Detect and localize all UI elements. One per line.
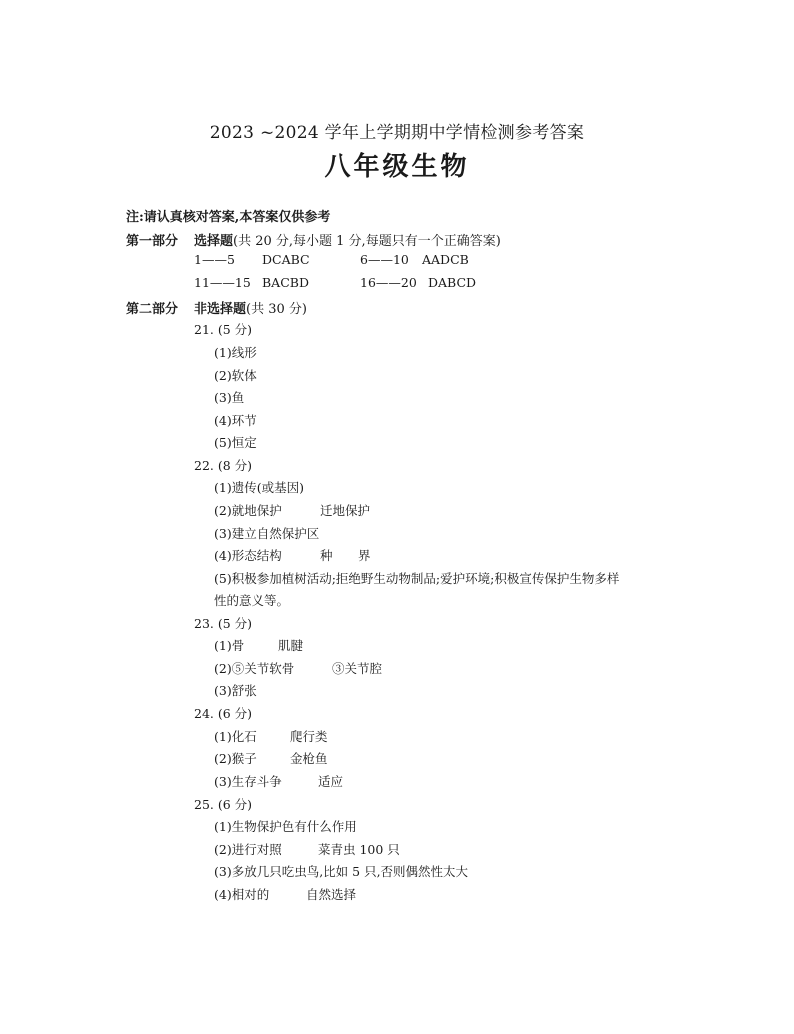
answer-21-5: (5)恒定 (214, 435, 257, 450)
answer-25-1: (1)生物保护色有什么作用 (214, 819, 357, 834)
question-25-head: 25. (6 分) (194, 797, 253, 812)
part1-detail: (共 20 分,每小题 1 分,每题只有一个正确答案) (233, 234, 501, 249)
question-23-head: 23. (5 分) (194, 616, 253, 631)
answer-22-4b: 种 (320, 548, 333, 563)
answer-21-4: (4)环节 (214, 413, 257, 428)
answer-22-5: (5)积极参加植树活动;拒绝野生动物制品;爱护环境;积极宣传保护生物多样 (214, 571, 620, 586)
mc-range-4: 16——20 (360, 275, 417, 290)
answer-25-4b: 自然选择 (306, 887, 357, 902)
answer-24-3b: 适应 (318, 774, 344, 789)
mc-range-1: 1——5 (194, 252, 235, 267)
answer-24-1: (1)化石 (214, 729, 257, 744)
answer-24-1b: 爬行类 (290, 729, 328, 744)
answer-21-3: (3)鱼 (214, 390, 245, 405)
answer-24-3: (3)生存斗争 (214, 774, 282, 789)
answer-21-2: (2)软体 (214, 368, 257, 383)
answer-23-2: (2)⑤关节软骨 (214, 661, 295, 676)
answer-22-3: (3)建立自然保护区 (214, 526, 320, 541)
answer-25-2b: 菜青虫 100 只 (318, 842, 400, 857)
answer-23-2b: ③关节腔 (332, 661, 383, 676)
reference-note: 注:请认真核对答案,本答案仅供参考 (126, 210, 331, 225)
mc-answer-2: AADCB (422, 252, 469, 267)
answer-22-5-cont: 性的意义等。 (214, 593, 290, 608)
answer-23-1: (1)骨 (214, 638, 245, 653)
answer-23-1b: 肌腱 (278, 638, 304, 653)
answer-25-2: (2)进行对照 (214, 842, 282, 857)
mc-answer-1: DCABC (262, 252, 310, 267)
part1-heading-line (194, 230, 501, 249)
mc-range-2: 6——10 (360, 252, 409, 267)
document-title: 2023 ~2024 学年上学期期中学情检测参考答案 (209, 123, 585, 143)
answer-22-4c: 界 (358, 548, 371, 563)
question-21-head: 21. (5 分) (194, 322, 253, 337)
answer-23-3: (3)舒张 (214, 683, 257, 698)
question-22-head: 22. (8 分) (194, 458, 253, 473)
answer-24-2b: 金枪鱼 (290, 751, 328, 766)
question-24-head: 24. (6 分) (194, 706, 253, 721)
part1-label: 第一部分 (126, 234, 179, 249)
answer-25-4: (4)相对的 (214, 887, 270, 902)
part1-heading: 选择题 (194, 234, 234, 249)
answer-25-3: (3)多放几只吃虫鸟,比如 5 只,否则偶然性太大 (214, 864, 469, 879)
part2-heading: 非选择题 (194, 302, 247, 317)
answer-22-1: (1)遗传(或基因) (214, 480, 304, 495)
part2-detail: (共 30 分) (246, 302, 307, 317)
answer-22-4: (4)形态结构 (214, 548, 282, 563)
part2-label: 第二部分 (126, 302, 179, 317)
answer-24-2: (2)猴子 (214, 751, 257, 766)
mc-answer-3: BACBD (262, 275, 309, 290)
mc-answer-4: DABCD (428, 275, 477, 290)
document-subtitle: 八年级生物 (324, 152, 470, 182)
answer-21-1: (1)线形 (214, 345, 257, 360)
answer-22-2b: 迁地保护 (320, 503, 371, 518)
answer-22-2: (2)就地保护 (214, 503, 282, 518)
mc-range-3: 11——15 (194, 275, 251, 290)
part2-heading-line (194, 298, 307, 317)
